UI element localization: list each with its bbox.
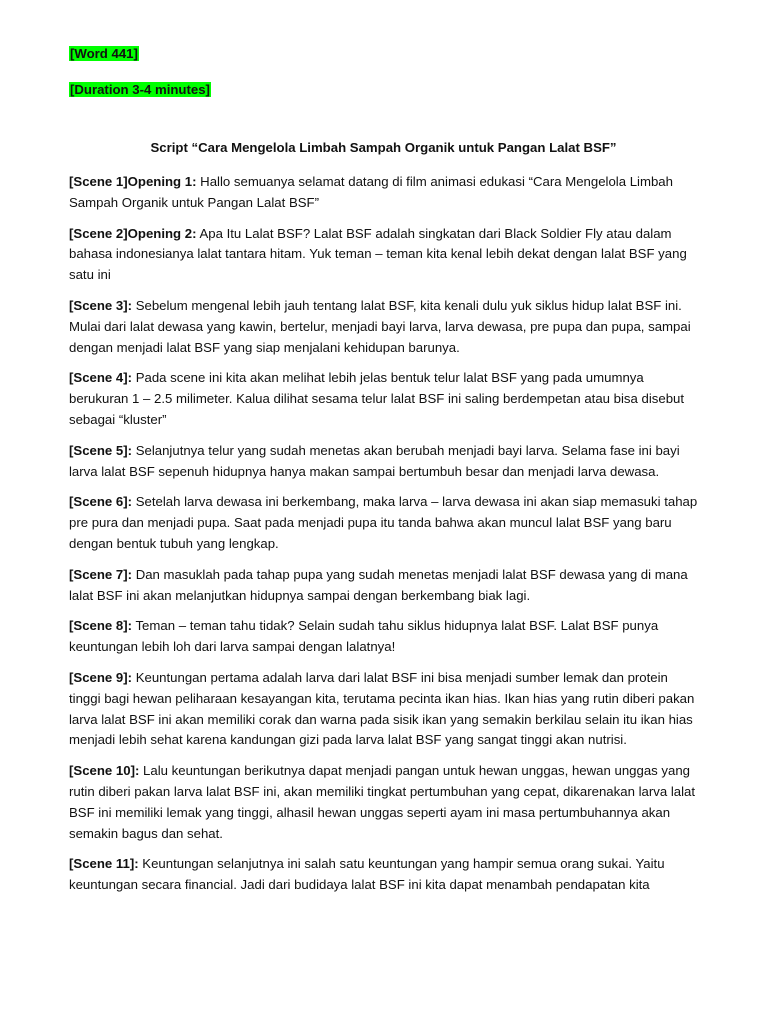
script-title: Script “Cara Mengelola Limbah Sampah Organik untuk Pangan Lalat BSF” (150, 140, 617, 155)
scene-paragraph (69, 368, 698, 430)
scene-text: Setelah larva dewasa ini berkembang, maka larva – larva dewasa ini akan siap memasuki tahap pre pura dan menjadi pupa. Saat pada menjadi pupa itu tanda bahwa akan muncul lalat BSF yang baru dengan bentuk tubuh yang lengkap. (69, 494, 698, 551)
scene-label: [Scene 7]: (69, 566, 133, 582)
scene-label: [Scene 3]: (69, 297, 133, 313)
scene-text: Pada scene ini kita akan melihat lebih jelas bentuk telur lalat BSF yang pada umumnya berukuran 1 – 2.5 milimeter. Kalua dilihat sesama telur lalat BSF ini saling berdempetan atau bisa disebut sebagai “kluster” (69, 370, 685, 427)
scene-text: Keuntungan pertama adalah larva dari lalat BSF ini bisa menjadi sumber lemak dan protein tinggi bagi hewan peliharaan kesayangan kita, terutama pecinta ikan hias. Ikan hias yang rutin diberi pakan larva lalat BSF ini akan memiliki corak dan warna pada sisik ikan yang semakin berkilau selain itu ikan hias menjadi lebih sehat karena kandungan gizi pada larva lalat BSF yang sangat tinggi akan nutrisi. (69, 669, 695, 748)
word-count-line (69, 44, 698, 64)
scene-text: Selanjutnya telur yang sudah menetas akan berubah menjadi bayi larva. Selama fase ini bayi larva lalat BSF sepenuh hidupnya hanya makan sampai bertumbuh besar dan menjadi larva dewasa. (69, 442, 680, 479)
scene-label: [Scene 10]: (69, 763, 140, 779)
scene-text: Teman – teman tahu tidak? Selain sudah tahu siklus hidupnya lalat BSF. Lalat BSF punya keuntungan lebih loh dari larva sampai dengan lalatnya! (69, 618, 659, 655)
scene-paragraph (69, 172, 698, 214)
scene-text: Hallo semuanya selamat datang di film animasi edukasi “Cara Mengelola Limbah Sampah Organik untuk Pangan Lalat BSF” (69, 174, 673, 210)
word-count-highlight: [Word 441] (70, 46, 138, 61)
duration-highlight: [Duration 3-4 minutes] (70, 82, 210, 97)
scene-text: Sebelum mengenal lebih jauh tentang lalat BSF, kita kenali dulu yuk siklus hidup lalat BSF ini. Mulai dari lalat dewasa yang kawin, bertelur, menjadi bayi larva, larva dewasa, pre pupa dan pupa, sampai dengan menjadi lalat BSF yang siap menjalani kehidupan barunya. (69, 297, 691, 355)
scene-label: [Scene 1]Opening 1: (69, 174, 197, 189)
duration-line (69, 80, 698, 100)
scene-paragraph (69, 224, 698, 286)
scene-text: Apa Itu Lalat BSF? Lalat BSF adalah singkatan dari Black Soldier Fly atau dalam bahasa indonesianya lalat tantara hitam. Yuk teman – teman kita kenal lebih dekat dengan lalat BSF yang satu ini (69, 225, 687, 283)
scene-label: [Scene 6]: (69, 494, 133, 510)
scene-paragraph (69, 668, 698, 751)
scene-label: [Scene 4]: (69, 370, 133, 386)
scene-label: [Scene 5]: (69, 442, 133, 458)
scene-label: [Scene 2]Opening 2: (69, 225, 197, 241)
scene-paragraph (69, 854, 698, 896)
scene-text: Keuntungan selanjutnya ini salah satu keuntungan yang hampir semua orang sukai. Yaitu keuntungan secara financial. Jadi dari budidaya lalat BSF ini kita dapat menambah pendapatan kita (69, 856, 665, 893)
scene-label: [Scene 9]: (69, 669, 133, 685)
scene-paragraph (69, 761, 698, 844)
scene-paragraph (69, 441, 698, 483)
scene-paragraph (69, 565, 698, 607)
scene-text: Dan masuklah pada tahap pupa yang sudah menetas menjadi lalat BSF dewasa yang di mana lalat BSF ini akan melanjutkan hidupnya sampai dengan berkembang biak lagi. (69, 566, 688, 603)
scene-paragraph (69, 296, 698, 358)
scene-paragraph (69, 492, 698, 554)
scene-paragraph (69, 616, 698, 658)
scene-text: Lalu keuntungan berikutnya dapat menjadi pangan untuk hewan unggas, hewan unggas yang rutin diberi pakan larva lalat BSF ini, akan memiliki tingkat pertumbuhan yang cepat, dikarenakan larva lalat BSF ini memiliki lemak yang tinggi, alhasil hewan unggas seperti ayam ini masa pertumbuhannya akan semakin bagus dan sehat. (69, 763, 696, 841)
scene-label: [Scene 11]: (69, 856, 139, 872)
scene-label: [Scene 8]: (69, 618, 133, 634)
